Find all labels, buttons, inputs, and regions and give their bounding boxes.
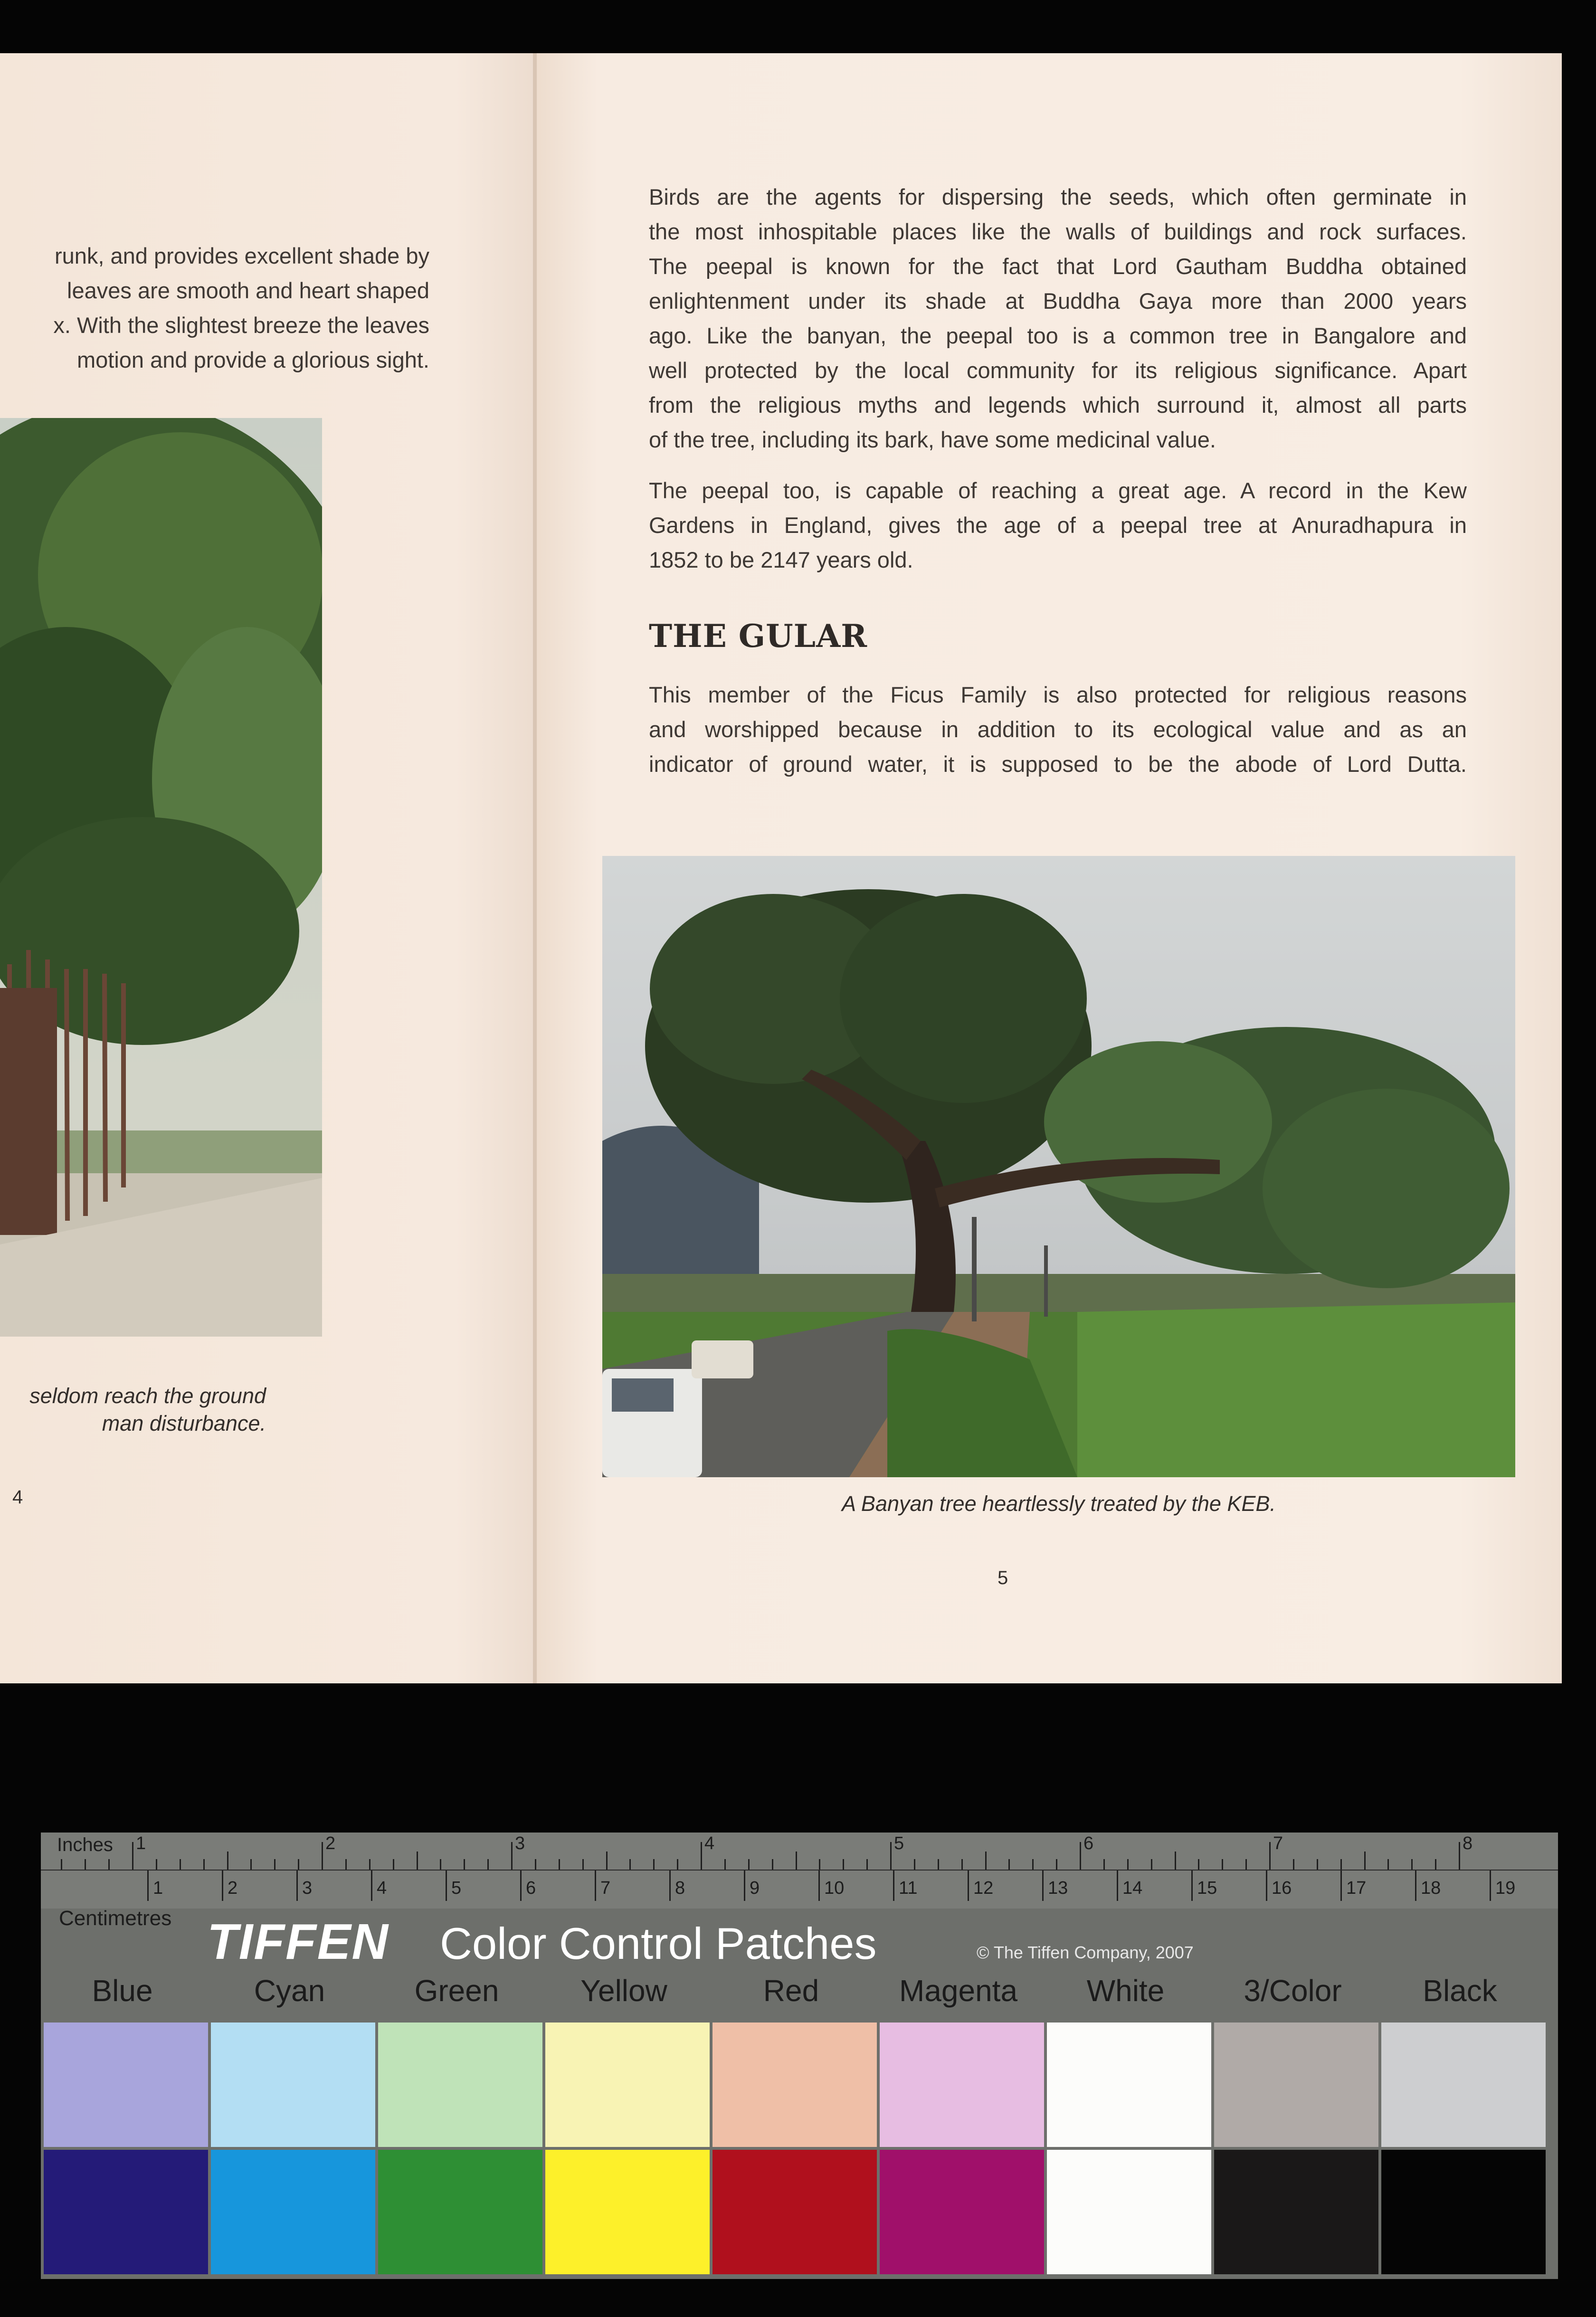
patch-label: Black — [1423, 1974, 1497, 2008]
color-patch-light — [712, 2023, 877, 2147]
color-patch-dark — [1047, 2150, 1211, 2274]
ruler-tick — [1056, 1859, 1057, 1870]
color-patch-light — [545, 2023, 710, 2147]
color-patch-dark — [1214, 2150, 1378, 2274]
color-patch-light — [378, 2023, 542, 2147]
centimetres-label: Centimetres — [59, 1907, 172, 1930]
cm-number: 8 — [675, 1878, 685, 1898]
ruler-tick — [843, 1859, 844, 1870]
color-patch-dark — [378, 2150, 542, 2274]
ruler-tick — [1080, 1842, 1081, 1870]
cm-number: 9 — [750, 1878, 760, 1898]
left-page-paragraph — [0, 238, 429, 377]
inch-number: 6 — [1083, 1833, 1094, 1853]
ruler-tick — [1042, 1871, 1044, 1901]
text-line: x. With the slightest breeze the leaves — [53, 313, 429, 338]
text-line: runk, and provides excellent shade by — [54, 243, 429, 268]
ruler-tick — [440, 1859, 441, 1870]
ruler-tick — [322, 1842, 323, 1870]
ruler-tick — [606, 1852, 608, 1870]
text-line: leaves are smooth and heart shaped — [67, 278, 429, 303]
patch-label: Cyan — [254, 1974, 325, 2008]
right-photo-caption: A Banyan tree heartlessly treated by the KEB. — [842, 1491, 1276, 1516]
cm-number: 6 — [526, 1878, 536, 1898]
patch-label: White — [1086, 1974, 1165, 2008]
tiffen-logo: TIFFEN — [207, 1914, 389, 1970]
color-control-card — [41, 1833, 1558, 2279]
color-patch-dark — [545, 2150, 710, 2274]
text-line: and worshipped because in addition to its ecological value and as an — [649, 717, 1467, 742]
inch-number: 7 — [1273, 1833, 1283, 1853]
ruler-tick — [371, 1871, 372, 1901]
ruler-tick — [1415, 1871, 1416, 1901]
cm-number: 7 — [600, 1878, 611, 1898]
ruler-tick — [1459, 1842, 1460, 1870]
cm-number: 1 — [153, 1878, 163, 1898]
ruler-tick — [393, 1859, 394, 1870]
ruler-tick — [132, 1842, 133, 1870]
ruler-tick — [369, 1859, 370, 1870]
cm-number: 3 — [302, 1878, 313, 1898]
cm-number: 17 — [1346, 1878, 1367, 1898]
ruler-tick — [796, 1852, 797, 1870]
book-spine — [533, 53, 537, 1683]
ruler-tick — [227, 1852, 228, 1870]
ruler-tick — [677, 1859, 678, 1870]
ruler-tick — [61, 1859, 62, 1870]
ruler-tick — [1032, 1859, 1034, 1870]
ruler-tick — [1364, 1852, 1366, 1870]
ruler-tick — [1245, 1859, 1247, 1870]
text-line: 1852 to be 2147 years old. — [649, 547, 913, 572]
ruler-tick — [85, 1859, 86, 1870]
ruler-tick — [511, 1842, 513, 1870]
ruler-tick — [108, 1859, 110, 1870]
ruler-tick — [464, 1859, 465, 1870]
ruler-tick — [1117, 1871, 1118, 1901]
text-line: The peepal too, is capable of reaching a great age. A record in the Kew — [649, 478, 1467, 503]
page-number-left: 4 — [12, 1487, 23, 1508]
caption-line: man disturbance. — [102, 1411, 266, 1435]
color-patch-dark — [880, 2150, 1044, 2274]
ruler-tick — [417, 1852, 418, 1870]
ruler-tick — [296, 1871, 298, 1901]
color-patch-light — [1047, 2023, 1211, 2147]
color-patch-light — [1381, 2023, 1546, 2147]
ruler-tick — [446, 1871, 447, 1901]
centimetre-ruler — [41, 1871, 1558, 1909]
paragraph-peepal-seeds — [649, 180, 1467, 457]
text-line: enlightenment under its shade at Buddha Gaya more than 2000 years — [649, 288, 1467, 313]
inch-number: 3 — [515, 1833, 525, 1853]
ruler-tick — [1435, 1859, 1436, 1870]
text-line: from the religious myths and legends which surround it, almost all parts — [649, 392, 1467, 418]
ruler-tick — [559, 1859, 560, 1870]
color-patch-light — [880, 2023, 1044, 2147]
text-line: indicator of ground water, it is supposed to be the abode of Lord Dutta. — [649, 751, 1467, 777]
paragraph-gular — [649, 677, 1467, 781]
ruler-tick — [938, 1859, 939, 1870]
inch-number: 4 — [704, 1833, 715, 1853]
ruler-tick — [1269, 1842, 1271, 1870]
ruler-tick — [1340, 1859, 1342, 1870]
ruler-tick — [890, 1842, 892, 1870]
inch-ruler — [41, 1833, 1558, 1871]
color-patch-dark — [44, 2150, 208, 2274]
cm-number: 15 — [1197, 1878, 1217, 1898]
ruler-tick — [345, 1859, 347, 1870]
ruler-tick — [1411, 1859, 1413, 1870]
ruler-tick — [1008, 1859, 1010, 1870]
page-number-right: 5 — [998, 1567, 1008, 1588]
ruler-tick — [1387, 1859, 1389, 1870]
ruler-tick — [1266, 1871, 1267, 1901]
patch-label: Yellow — [580, 1974, 667, 2008]
ruler-tick — [724, 1859, 726, 1870]
ruler-tick — [156, 1859, 157, 1870]
cm-number: 2 — [228, 1878, 238, 1898]
text-line: motion and provide a glorious sight. — [77, 347, 429, 372]
ruler-tick — [1127, 1859, 1129, 1870]
ruler-tick — [1198, 1859, 1199, 1870]
ruler-tick — [595, 1871, 596, 1901]
ruler-tick — [772, 1859, 773, 1870]
banyan-tree-photo-left — [0, 418, 322, 1337]
inch-number: 1 — [136, 1833, 146, 1853]
ruler-tick — [914, 1859, 915, 1870]
text-line: well protected by the local community for its religious significance. Apart — [649, 358, 1467, 383]
ruler-tick — [1222, 1859, 1223, 1870]
section-heading-gular: THE GULAR — [649, 617, 868, 655]
cm-number: 18 — [1421, 1878, 1441, 1898]
cm-number: 16 — [1272, 1878, 1292, 1898]
card-copyright: © The Tiffen Company, 2007 — [977, 1943, 1194, 1962]
ruler-tick — [1191, 1871, 1193, 1901]
inch-number: 2 — [325, 1833, 336, 1853]
ruler-tick — [1103, 1859, 1105, 1870]
color-patch-light — [211, 2023, 375, 2147]
ruler-tick — [818, 1871, 820, 1901]
patch-label: Green — [414, 1974, 499, 2008]
ruler-tick — [893, 1871, 894, 1901]
ruler-tick — [961, 1859, 963, 1870]
inch-number: 8 — [1463, 1833, 1473, 1853]
ruler-tick — [147, 1871, 149, 1901]
ruler-tick — [819, 1859, 820, 1870]
ruler-tick — [629, 1859, 631, 1870]
patch-label: 3/Color — [1244, 1974, 1342, 2008]
ruler-tick — [1340, 1871, 1342, 1901]
ruler-tick — [748, 1859, 750, 1870]
cm-number: 11 — [899, 1878, 918, 1898]
inch-number: 5 — [894, 1833, 904, 1853]
cm-number: 13 — [1048, 1878, 1068, 1898]
text-line: the most inhospitable places like the walls of buildings and rock surfaces. — [649, 219, 1467, 244]
ruler-tick — [180, 1859, 181, 1870]
cm-number: 14 — [1122, 1878, 1143, 1898]
text-line: Gardens in England, gives the age of a peepal tree at Anuradhapura in — [649, 513, 1467, 538]
ruler-tick — [653, 1859, 655, 1870]
patch-label: Blue — [92, 1974, 153, 2008]
left-photo-caption — [0, 1382, 266, 1437]
ruler-tick — [520, 1871, 522, 1901]
color-patch-light — [44, 2023, 208, 2147]
ruler-tick — [866, 1859, 868, 1870]
cm-number: 12 — [973, 1878, 994, 1898]
cm-number: 10 — [824, 1878, 845, 1898]
ruler-tick — [968, 1871, 969, 1901]
ruler-tick — [1175, 1852, 1176, 1870]
ruler-tick — [222, 1871, 223, 1901]
patch-label: Magenta — [899, 1974, 1018, 2008]
ruler-tick — [1151, 1859, 1152, 1870]
color-patch-dark — [211, 2150, 375, 2274]
ruler-tick — [298, 1859, 299, 1870]
patch-label: Red — [763, 1974, 819, 2008]
cm-number: 4 — [377, 1878, 387, 1898]
ruler-tick — [535, 1859, 536, 1870]
ruler-tick — [1490, 1871, 1491, 1901]
inches-label: Inches — [57, 1834, 113, 1855]
ruler-tick — [1317, 1859, 1318, 1870]
ruler-tick — [582, 1859, 584, 1870]
color-patch-dark — [1381, 2150, 1546, 2274]
ruler-tick — [669, 1871, 671, 1901]
ruler-tick — [487, 1859, 489, 1870]
text-line: This member of the Ficus Family is also protected for religious reasons — [649, 682, 1467, 707]
text-line: Birds are the agents for dispersing the seeds, which often germinate in — [649, 184, 1467, 209]
color-patch-light — [1214, 2023, 1378, 2147]
caption-line: seldom reach the ground — [29, 1384, 266, 1408]
ruler-tick — [985, 1852, 987, 1870]
ruler-tick — [274, 1859, 276, 1870]
text-line: The peepal is known for the fact that Lord Gautham Buddha obtained — [649, 254, 1467, 279]
paragraph-peepal-age — [649, 473, 1467, 577]
ruler-tick — [250, 1859, 252, 1870]
color-patch-dark — [712, 2150, 877, 2274]
ruler-tick — [744, 1871, 745, 1901]
banyan-tree-roadside-photo — [602, 856, 1515, 1477]
ruler-tick — [701, 1842, 702, 1870]
text-line: ago. Like the banyan, the peepal too is a common tree in Bangalore and — [649, 323, 1467, 348]
cm-number: 19 — [1495, 1878, 1516, 1898]
text-line: of the tree, including its bark, have some medicinal value. — [649, 427, 1216, 452]
ruler-tick — [1293, 1859, 1294, 1870]
ruler-tick — [203, 1859, 205, 1870]
card-title: Color Control Patches — [440, 1918, 877, 1968]
cm-number: 5 — [451, 1878, 462, 1898]
